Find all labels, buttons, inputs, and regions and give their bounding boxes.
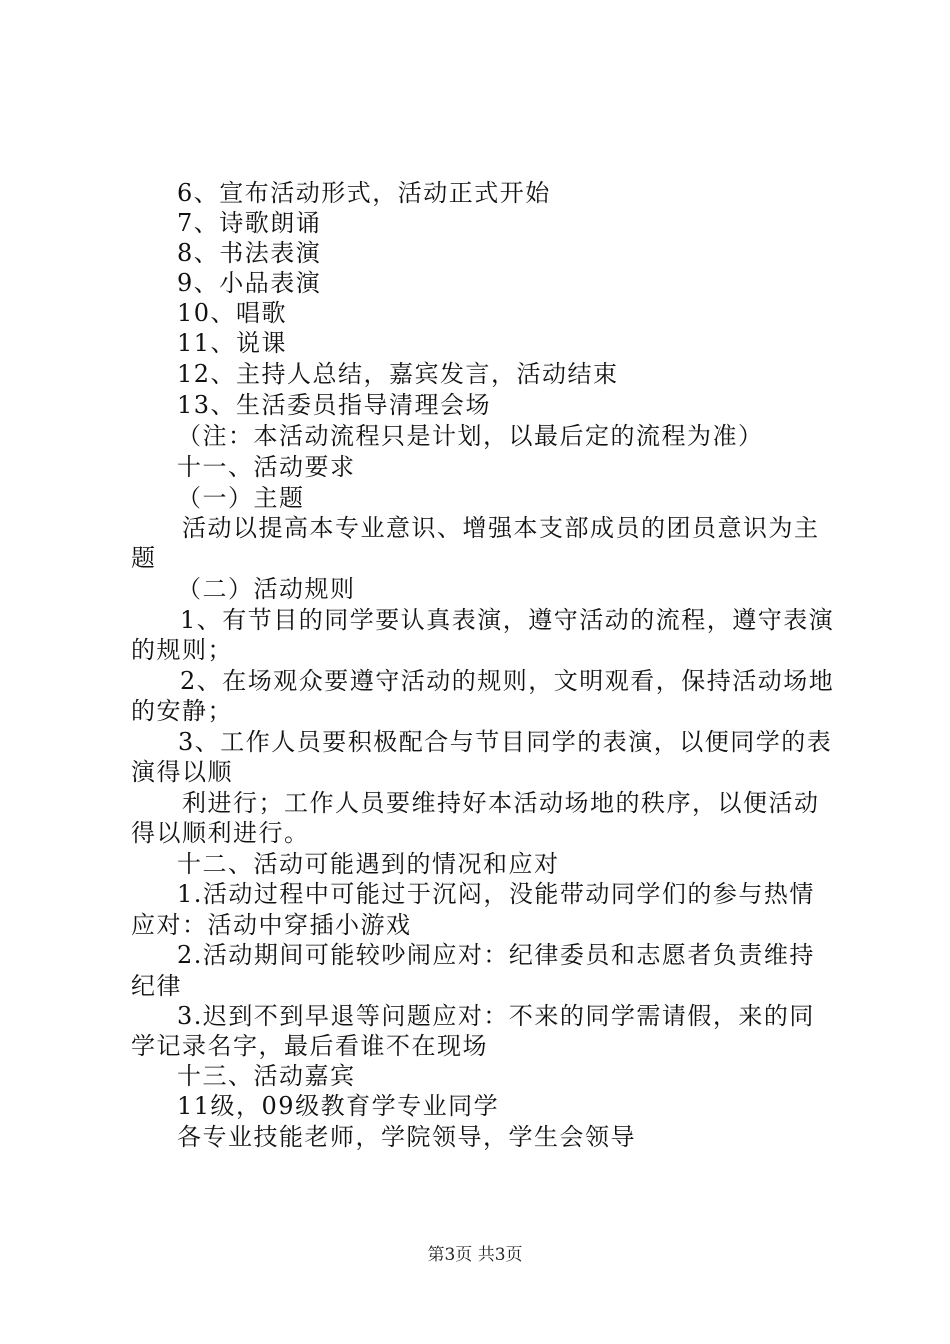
note-line: （注：本活动流程只是计划，以最后定的流程为准） [177,422,764,450]
subsection-heading: （二）活动规则 [177,575,356,603]
text-line: 2.活动期间可能较吵闹应对：纪律委员和志愿者负责维持 [177,941,815,969]
text-line: 利进行；工作人员要维持好本活动场地的秩序，以便活动 [182,789,820,817]
section-heading: 十一、活动要求 [177,453,356,481]
text-line: 3、工作人员要积极配合与节目同学的表演，以便同学的表 [178,728,833,756]
page-footer: 第3页 共3页 [427,1245,523,1265]
text-line: 11、说课 [177,329,288,357]
text-line: 题 [131,544,157,572]
text-line: 的安静； [131,697,233,725]
text-line: 6、宣布活动形式，活动正式开始 [177,179,551,207]
text-line: 演得以顺 [131,758,233,786]
text-line: 12、主持人总结，嘉宾发言，活动结束 [177,360,619,388]
text-line: 10、唱歌 [177,299,288,327]
text-line: 13、生活委员指导清理会场 [177,391,492,419]
text-line: 应对：活动中穿插小游戏 [131,911,412,939]
section-heading: 十三、活动嘉宾 [177,1062,356,1090]
text-line: 11级，09级教育学专业同学 [177,1092,500,1120]
section-heading: 十二、活动可能遇到的情况和应对 [177,850,560,878]
text-line: 9、小品表演 [177,269,322,297]
text-line: 1.活动过程中可能过于沉闷，没能带动同学们的参与热情 [177,880,815,908]
text-line: 1、有节目的同学要认真表演，遵守活动的流程，遵守表演 [180,606,835,634]
text-line: 的规则； [131,636,233,664]
text-line: 得以顺利进行。 [131,819,310,847]
text-line: 7、诗歌朗诵 [177,209,322,237]
text-line: 各专业技能老师，学院领导，学生会领导 [177,1123,636,1151]
text-line: 8、书法表演 [177,239,322,267]
text-line: 活动以提高本专业意识、增强本支部成员的团员意识为主 [182,514,820,542]
text-line: 3.迟到不到早退等问题应对：不来的同学需请假，来的同 [177,1002,815,1030]
text-line: 纪律 [131,972,182,1000]
subsection-heading: （一）主题 [177,484,305,512]
text-line: 2、在场观众要遵守活动的规则，文明观看，保持活动场地 [180,667,835,695]
text-line: 学记录名字，最后看谁不在现场 [131,1032,488,1060]
